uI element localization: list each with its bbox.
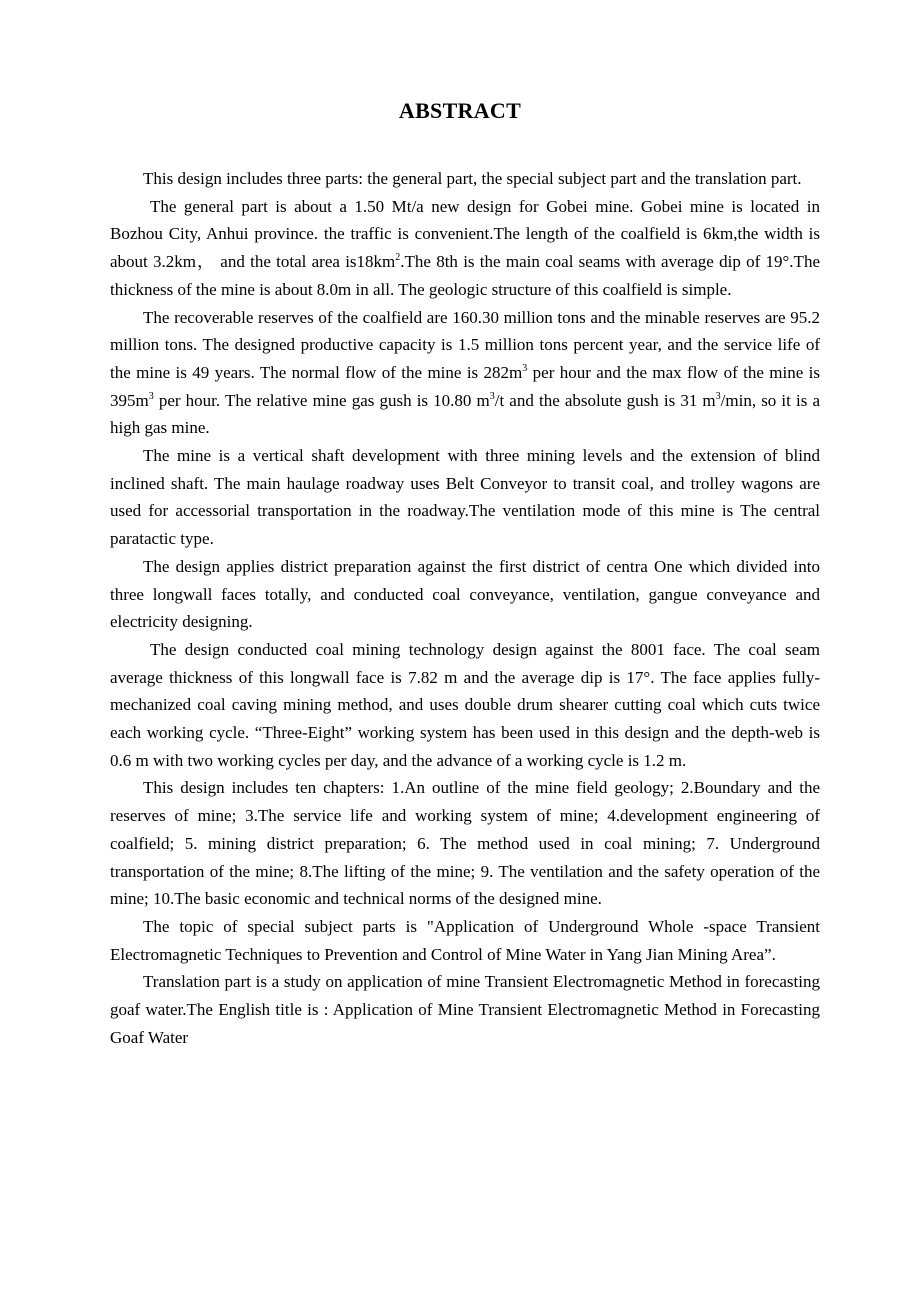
paragraph-text: The topic of special subject parts is "Application of Underground Whole -space Transient Electromagnetic Techniques to Prevention and Control of Mine Water in Yang Jian Mining Area”. (110, 916, 820, 964)
superscript: 3 (148, 390, 154, 402)
abstract-paragraph (110, 968, 820, 1051)
paragraph-text: The design applies district preparation against the first district of centra One which divided into three longwall faces totally, and conducted coal conveyance, ventilation, gangue conveyance and electricity designing. (110, 556, 820, 632)
paragraph-text: This design includes ten chapters: 1.An outline of the mine field geology; 2.Boundary and the reserves of mine; 3.The service life and working system of mine; 4.development engineering of coalfield; 5. mining district preparation; 6. The method used in coal mining; 7. Underground transportation of the mine; 8.The lifting of the mine; 9. The ventilation and the safety operation of the mine; 10.The basic economic and technical norms of the designed mine. (110, 778, 820, 909)
paragraph-text: Translation part is a study on application of mine Transient Electromagnetic Method in forecasting goaf water.The English title is : Application of Mine Transient Electromagnetic Method in Forecasting Goaf Water (110, 972, 820, 1047)
superscript: 3 (489, 390, 495, 402)
abstract-paragraph (110, 636, 820, 775)
paragraph-text: per hour and the max flow of the mine is 395m (110, 362, 820, 410)
paragraph-text: The mine is a vertical shaft development with three mining levels and the extension of blind inclined shaft. The main haulage roadway uses Belt Conveyor to transit coal, and trolley wagons are used for accessorial transportation in the roadway.The ventilation mode of this mine is The central paratactic type. (110, 446, 820, 549)
paragraph-text: This design includes three parts: the general part, the special subject part and the translation part. (143, 169, 802, 188)
abstract-paragraph (110, 774, 820, 913)
abstract-title: ABSTRACT (398, 98, 522, 123)
paragraph-text: .The 8th is the main coal seams with average dip of 19°.The thickness of the mine is about 8.0m in all. The geologic structure of this coalfield is simple. (110, 252, 820, 299)
paragraph-text: The design conducted coal mining technology design against the 8001 face. The coal seam average thickness of this longwall face is 7.82 m and the average dip is 17°. The face applies fully-mechanized coal caving mining method, and uses double drum shearer cutting coal which cuts twice each working cycle. “Three-Eight” working system has been used in this design and the depth-web is 0.6 m with two working cycles per day, and the advance of a working cycle is 1.2 m. (110, 639, 820, 770)
paragraph-text: /min, so it is a high gas mine. (110, 390, 820, 438)
paragraph-text: /t and the absolute gush is 31 m (494, 390, 716, 410)
abstract-paragraph (110, 193, 820, 304)
superscript: 2 (395, 252, 401, 264)
paragraph-text: per hour. The relative mine gas gush is 10.80 m (153, 390, 490, 410)
abstract-paragraph (110, 442, 820, 553)
abstract-paragraph (110, 165, 820, 193)
abstract-paragraph (110, 304, 820, 443)
abstract-paragraph (110, 913, 820, 968)
superscript: 3 (522, 362, 528, 374)
abstract-paragraph (110, 553, 820, 636)
superscript: 3 (715, 390, 721, 402)
paragraph-text: The recoverable reserves of the coalfield are 160.30 million tons and the minable reserves are 95.2 million tons. The designed productive capacity is 1.5 million tons percent year, and the service life of the mine is 49 years. The normal flow of the mine is 282m (110, 307, 820, 382)
paragraph-text: The general part is about a 1.50 Mt/a new design for Gobei mine. Gobei mine is located in Bozhou City, Anhui province. the traffic is convenient.The length of the coalfield is 6km,the width is about 3.2km， and the total area is18km (110, 196, 820, 272)
abstract-body (110, 165, 820, 1052)
